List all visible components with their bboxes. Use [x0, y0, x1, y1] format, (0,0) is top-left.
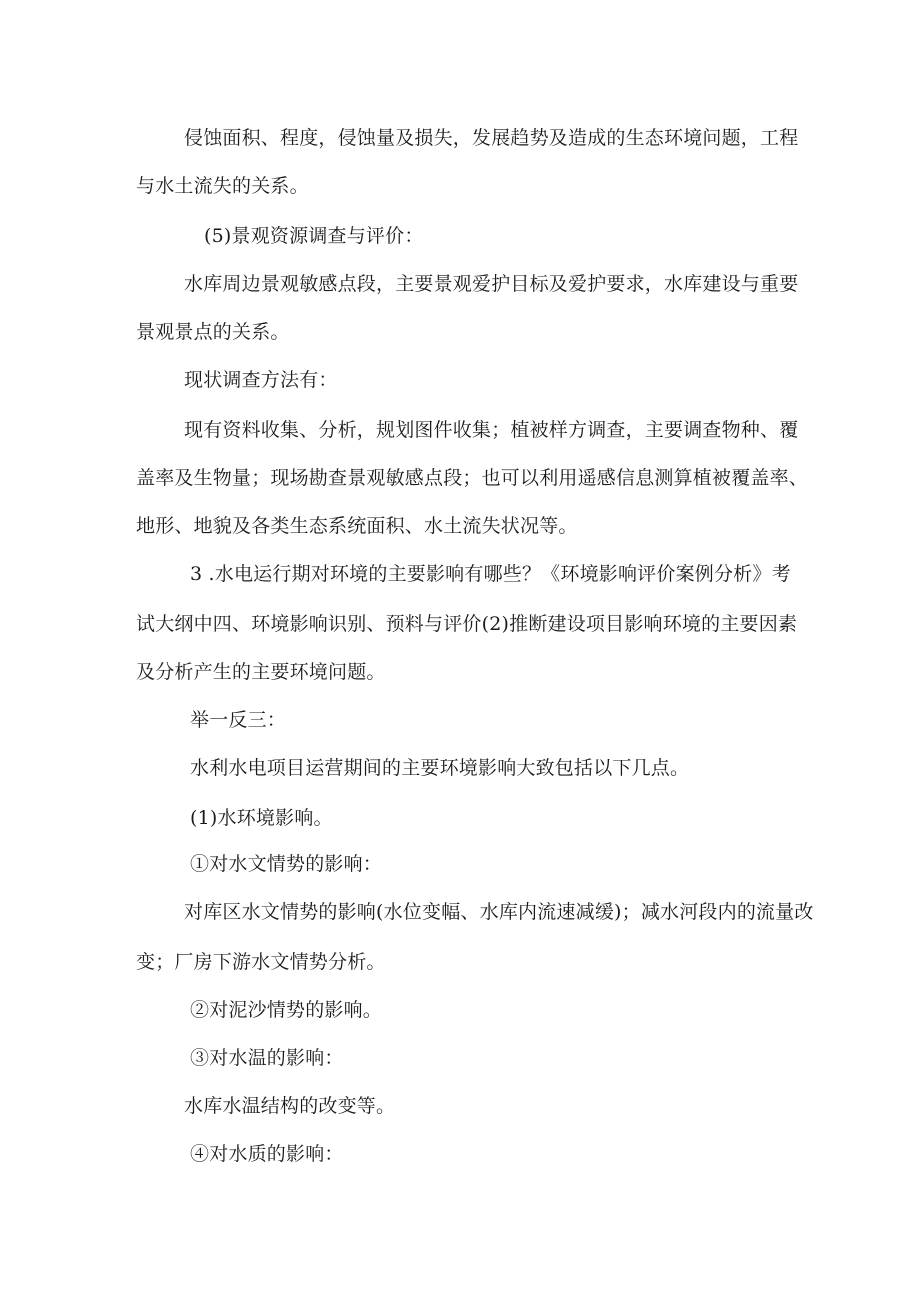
text-line: 水库水温结构的改变等。: [184, 1095, 396, 1117]
text-line: 地形、地貌及各类生态系统面积、水土流失状况等。: [136, 515, 578, 537]
text-line: 现有资料收集、分析，规划图件收集；植被样方调查，主要调查物种、覆: [184, 419, 799, 441]
text-line: ①对水文情势的影响：: [190, 853, 383, 875]
text-line: 试大纲中四、环境影响识别、预料与评价(2)推断建设项目影响环境的主要因素: [136, 613, 798, 635]
text-line: ④对水质的影响：: [190, 1143, 344, 1165]
text-line: (5)景观资源调查与评价：: [204, 225, 424, 247]
text-line: 3 .水电运行期对环境的主要影响有哪些？《环境影响评价案例分析》考: [190, 563, 791, 585]
text-line: 侵蚀面积、程度，侵蚀量及损失，发展趋势及造成的生态环境问题，工程: [184, 127, 799, 149]
text-line: 现状调查方法有：: [184, 369, 338, 391]
text-line: 景观景点的关系。: [136, 321, 290, 343]
text-line: 水库周边景观敏感点段，主要景观爱护目标及爱护要求，水库建设与重要: [184, 273, 799, 295]
text-line: 变；厂房下游水文情势分析。: [136, 951, 386, 973]
text-line: 举一反三：: [190, 709, 287, 731]
text-line: ③对水温的影响：: [190, 1047, 344, 1069]
text-line: 与水土流失的关系。: [136, 175, 309, 197]
text-line: ②对泥沙情势的影响。: [190, 999, 383, 1021]
text-line: 及分析产生的主要环境问题。: [136, 661, 386, 683]
text-line: 水利水电项目运营期间的主要环境影响大致包括以下几点。: [190, 757, 690, 779]
text-line: 盖率及生物量；现场勘查景观敏感点段；也可以利用遥感信息测算植被覆盖率、: [136, 467, 809, 489]
text-line: 对库区水文情势的影响(水位变幅、水库内流速减缓)；减水河段内的流量改: [184, 901, 814, 923]
text-line: (1)水环境影响。: [190, 807, 333, 829]
